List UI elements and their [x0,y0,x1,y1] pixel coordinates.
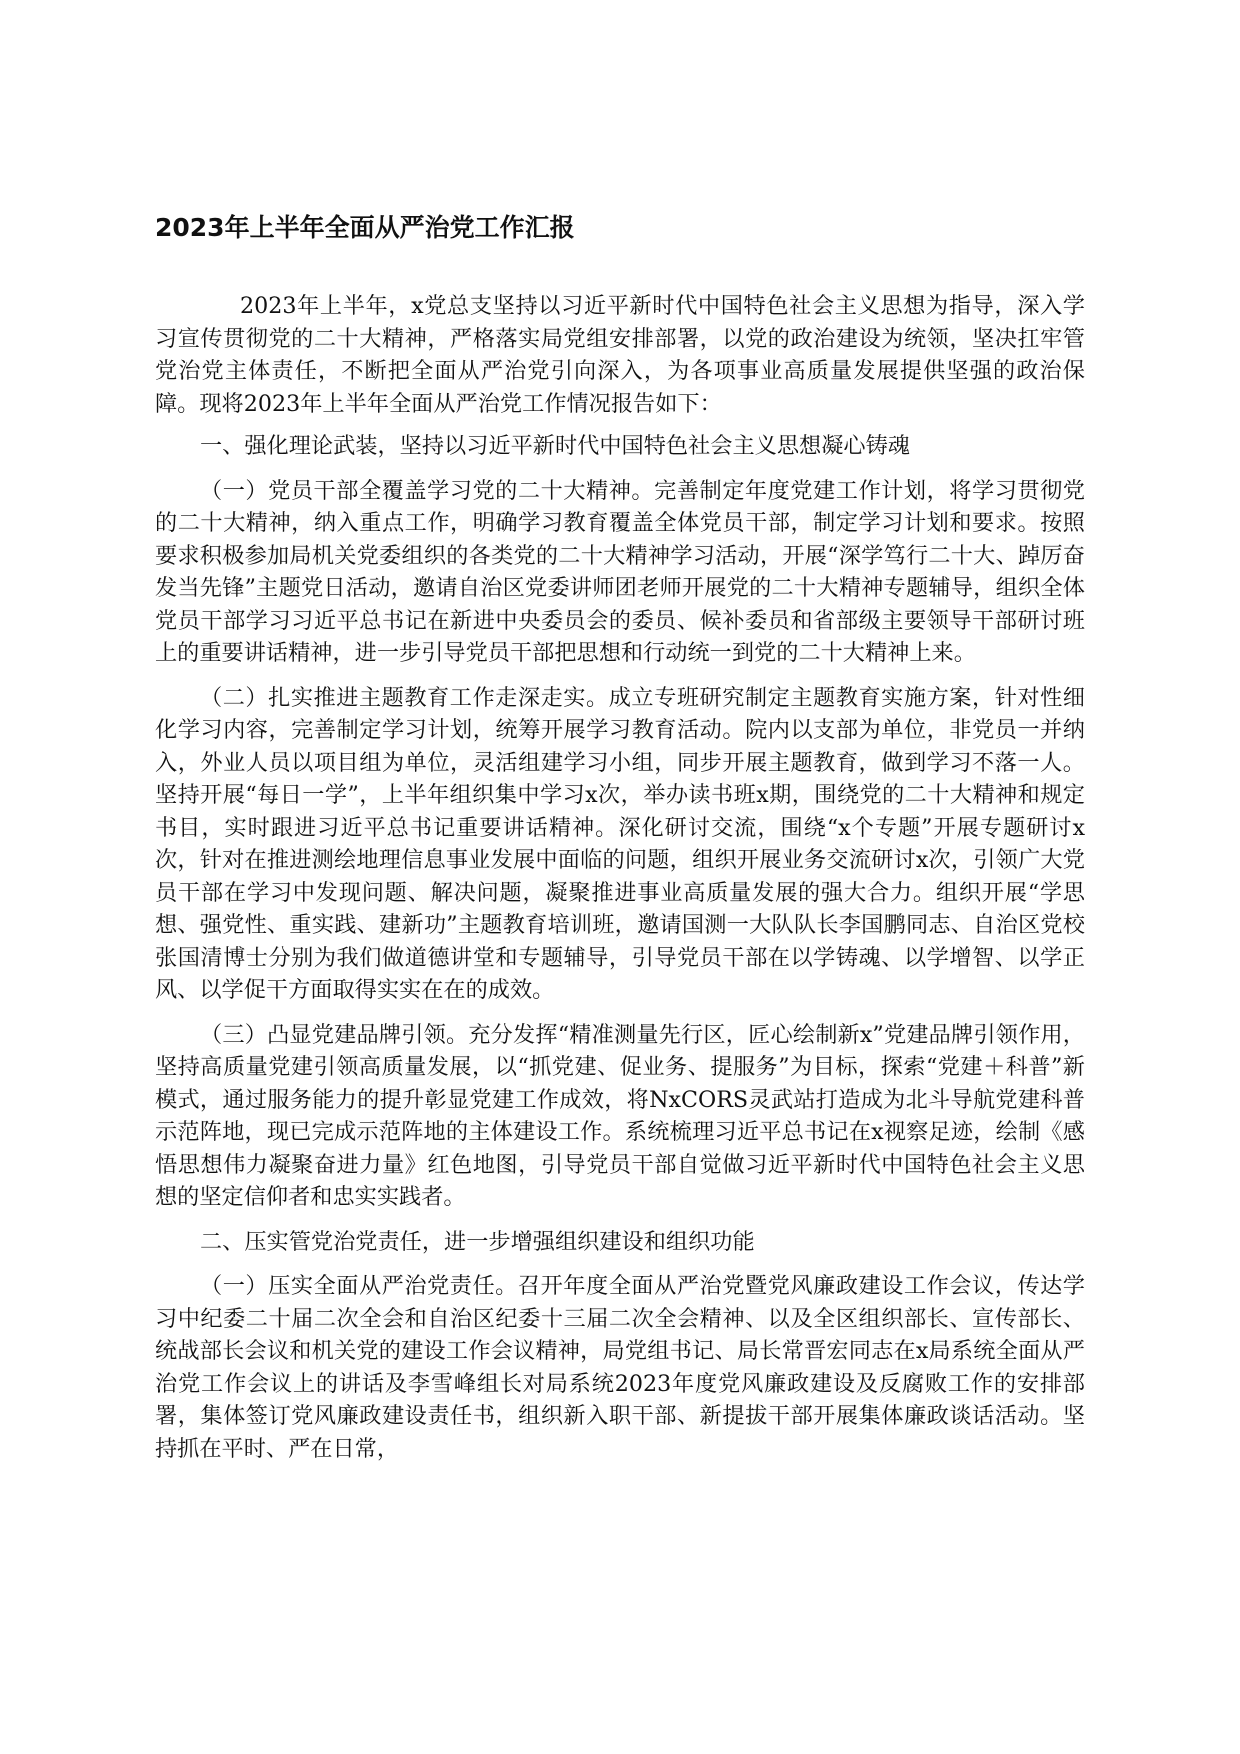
subsection-paragraph-2-1: （一）压实全面从严治党责任。召开年度全面从严治党暨党风廉政建设工作会议，传达学习中纪委二十届二次全会和自治区纪委十三届二次全会精神、以及全区组织部长、宣传部长、统战部长会议和机关党的建设工作会议精神，局党组书记、局长常晋宏同志在x局系统全面从严治党工作会议上的讲话及李雪峰组长对局系统2023年度党风廉政建设及反腐败工作的安排部署，集体签订党风廉政建设责任书，组织新入职干部、新提拔干部开展集体廉政谈话活动。坚持抓在平时、严在日常， [155,1273,1085,1462]
section-heading-2: 二、压实管党治党责任，进一步增强组织建设和组织功能 [200,1228,755,1255]
intro-paragraph: 2023年上半年，x党总支坚持以习近平新时代中国特色社会主义思想为指导，深入学习宣传贯彻党的二十大精神，严格落实局党组安排部署，以党的政治建设为统领，坚决扛牢管党治党主体责任，不断把全面从严治党引向深入，为各项事业高质量发展提供坚强的政治保障。现将2023年上半年全面从严治党工作情况报告如下： [155,293,1085,417]
subsection-paragraph-1-2: （二）扎实推进主题教育工作走深走实。成立专班研究制定主题教育实施方案，针对性细化学习内容，完善制定学习计划，统筹开展学习教育活动。院内以支部为单位，非党员一并纳入，外业人员以项目组为单位，灵活组建学习小组，同步开展主题教育，做到学习不落一人。坚持开展“每日一学”，上半年组织集中学习x次，举办读书班x期，围绕党的二十大精神和规定书目，实时跟进习近平总书记重要讲话精神。深化研讨交流，围绕“x个专题”开展专题研讨x次，针对在推进测绘地理信息事业发展中面临的问题，组织开展业务交流研讨x次，引领广大党员干部在学习中发现问题、解决问题，凝聚推进事业高质量发展的强大合力。组织开展“学思想、强党性、重实践、建新功”主题教育培训班，邀请国测一大队队长李国鹏同志、自治区党校张国清博士分别为我们做道德讲堂和专题辅导，引导党员干部在以学铸魂、以学增智、以学正风、以学促干方面取得实实在在的成效。 [155,684,1085,1003]
section-heading-1: 一、强化理论武装，坚持以习近平新时代中国特色社会主义思想凝心铸魂 [200,433,910,459]
document-body [155,290,1085,1465]
document-title: 2023年上半年全面从严治党工作汇报 [155,213,575,242]
subsection-paragraph-1-1: （一）党员干部全覆盖学习党的二十大精神。完善制定年度党建工作计划，将学习贯彻党的二十大精神，纳入重点工作，明确学习教育覆盖全体党员干部，制定学习计划和要求。按照要求积极参加局机关党委组织的各类党的二十大精神学习活动，开展“深学笃行二十大、踔厉奋发当先锋”主题党日活动，邀请自治区党委讲师团老师开展党的二十大精神专题辅导，组织全体党员干部学习习近平总书记在新进中央委员会的委员、候补委员和省部级主要领导干部研讨班上的重要讲话精神，进一步引导党员干部把思想和行动统一到党的二十大精神上来。 [155,477,1085,666]
subsection-paragraph-1-3: （三）凸显党建品牌引领。充分发挥“精准测量先行区，匠心绘制新x”党建品牌引领作用，坚持高质量党建引领高质量发展，以“抓党建、促业务、提服务”为目标，探索“党建＋科普”新模式，通过服务能力的提升彰显党建工作成效，将NxCORS灵武站打造成为北斗导航党建科普示范阵地，现已完成示范阵地的主体建设工作。系统梳理习近平总书记在x视察足迹，绘制《感悟思想伟力凝聚奋进力量》红色地图，引导党员干部自觉做习近平新时代中国特色社会主义思想的坚定信仰者和忠实实践者。 [155,1021,1085,1210]
